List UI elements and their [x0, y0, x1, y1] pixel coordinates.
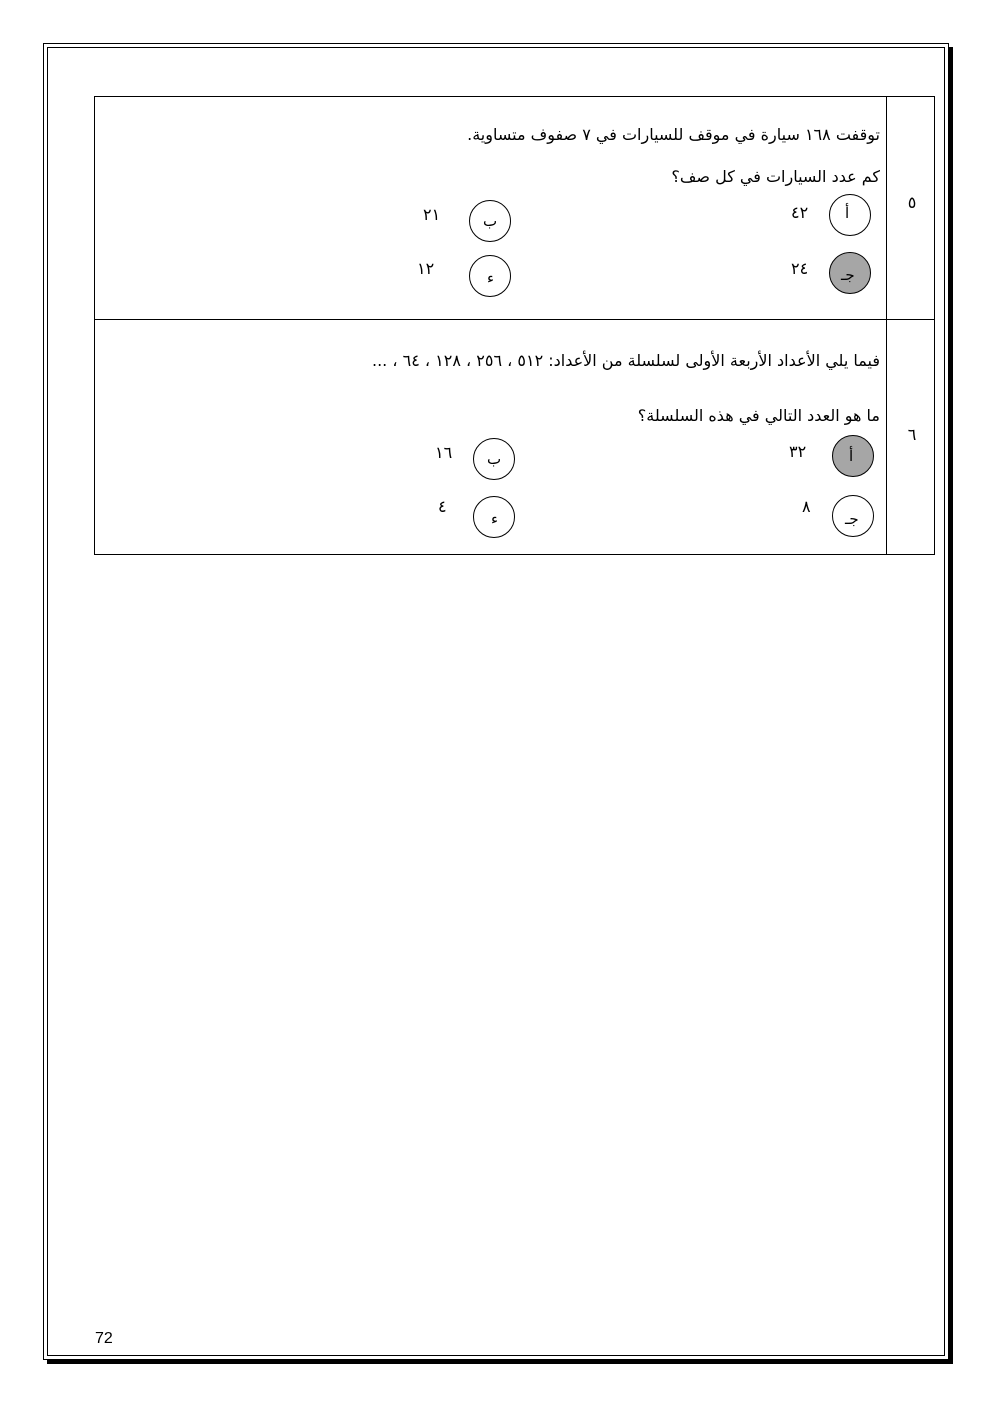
choice-c-value: ٢٤: [791, 259, 809, 278]
choice-a-letter: أ: [845, 204, 850, 222]
choice-b-letter: ب: [487, 450, 502, 468]
question-text-line: فيما يلي الأعداد الأربعة الأولى لسلسلة من الأعداد: ٥١٢ ، ٢٥٦ ، ١٢٨ ، ٦٤ ، ...: [372, 351, 880, 370]
choice-a-value: ٤٢: [791, 203, 809, 222]
number-column-divider: [886, 97, 887, 554]
choice-b-value: ١٦: [435, 443, 453, 462]
question-text-line: كم عدد السيارات في كل صف؟: [671, 167, 880, 186]
choice-b-value: ٢١: [423, 205, 441, 224]
choice-c-letter: جـ: [841, 266, 855, 284]
page-border-shadow-right: [949, 47, 953, 1364]
choice-a-bubble[interactable]: [829, 194, 871, 236]
page-number: 72: [95, 1330, 113, 1347]
questions-table: [94, 96, 935, 555]
question-text-line: ما هو العدد التالي في هذه السلسلة؟: [637, 406, 880, 425]
question-number: ٦: [907, 425, 917, 444]
choice-a-value: ٣٢: [789, 442, 807, 461]
question-text-line: توقفت ١٦٨ سيارة في موقف للسيارات في ٧ صفوف متساوية.: [467, 125, 880, 144]
choice-c-value: ٨: [802, 497, 811, 516]
question-number: ٥: [907, 193, 917, 212]
choice-b-letter: ب: [483, 212, 498, 230]
page-border-shadow-bottom: [47, 1360, 953, 1364]
choice-d-letter: ء: [487, 269, 495, 287]
choice-a-letter: أ: [849, 447, 854, 465]
choice-d-value: ١٢: [417, 259, 435, 278]
choice-c-letter: جـ: [845, 510, 859, 528]
question-row-divider: [95, 319, 934, 320]
choice-d-value: ٤: [438, 497, 447, 516]
choice-d-letter: ء: [491, 510, 499, 528]
